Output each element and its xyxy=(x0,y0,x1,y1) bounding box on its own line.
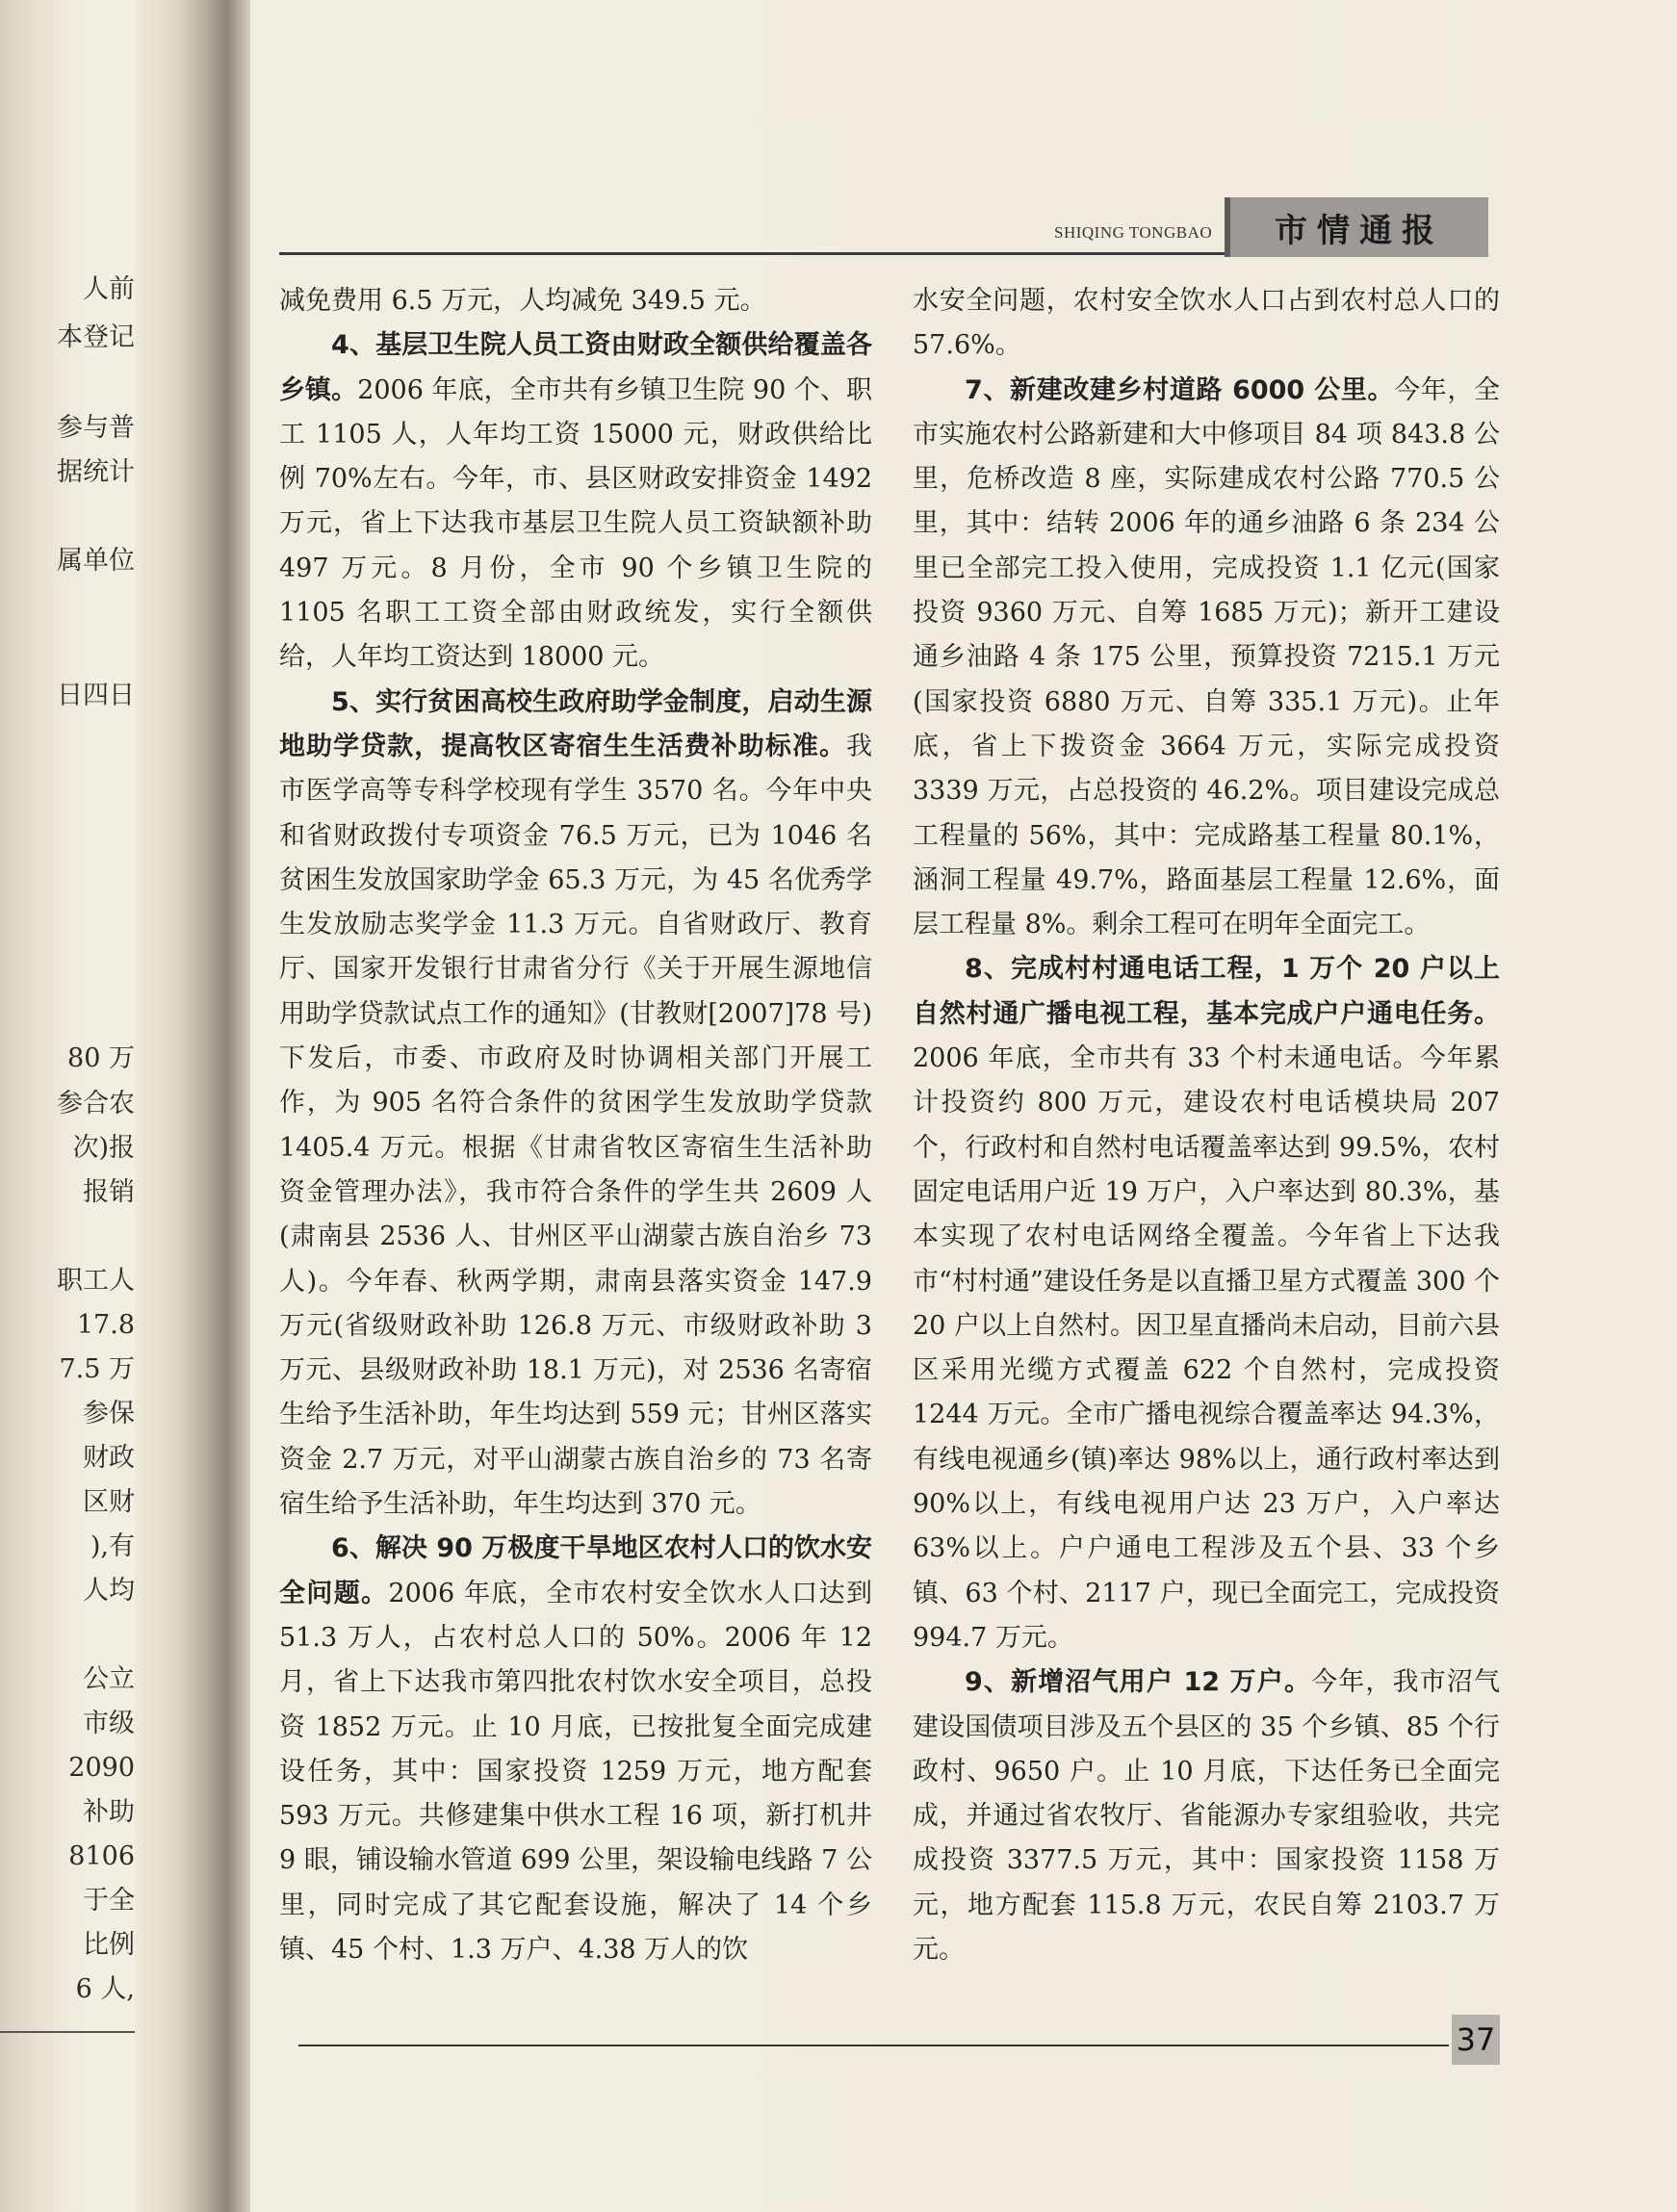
facing-fragment: 财政 xyxy=(83,1444,135,1473)
paragraph: 水安全问题，农村安全饮水人口占到农村总人口的 57.6%。 xyxy=(913,286,1500,361)
paragraph xyxy=(279,1527,872,1972)
footer-rule xyxy=(298,2045,1449,2046)
facing-fragment: 2090 xyxy=(68,1754,135,1783)
header-badge xyxy=(1225,197,1488,257)
facing-fragment: 次)报 xyxy=(72,1134,135,1163)
facing-fragment: 区财 xyxy=(83,1488,135,1517)
facing-fragment: 职工人 xyxy=(57,1267,135,1296)
section-body: 2006 年底，全市农村安全饮水人口达到 51.3 万人，占农村总人口的 50%。2006 年 12 月，省上下达我市第四批农村饮水安全项目，总投资 1852 万元。止 10 月底，已按批复全面完成建设任务，其中：国家投资 1259 万元，地方配套 593 万元。共修建集中供水工程 16 项，新打机井 9 眼，铺设输水管道 699 公里，架设输电线路 7 公里，同时完成了其它配套设施，解决了 14 个乡镇、45 个村、1.3 万户、4.38 万人的饮 xyxy=(279,1578,873,1965)
header-badge-title: 市情通报 xyxy=(1275,211,1444,250)
section-heading: 8、完成村村通电话工程，1 万个 20 户以上自然村通广播电视工程，基本完成户户通电任务。 xyxy=(913,954,1500,1029)
paragraph xyxy=(279,681,872,1528)
facing-fragment: 参保 xyxy=(83,1400,135,1428)
facing-fragment: 人均 xyxy=(83,1577,135,1606)
facing-fragment: 据统计 xyxy=(57,458,135,487)
section-body: 2006 年底，全市共有 33 个村未通电话。今年累计投资约 800 万元，建设农村电话模块局 207 个，行政村和自然村电话覆盖率达到 99.5%，农村固定电话用户近 19 万户，入户率达到 80.3%，基本实现了农村电话网络全覆盖。今年省上下达我市“村村通”建设任务是以直播卫星方式覆盖 300 个 20 户以上自然村。因卫星直播尚未启动，目前六县区采用光缆方式覆盖 622 个自然村，完成投资 1244 万元。全市广播电视综合覆盖率达 94.3%，有线电视通乡(镇)率达 98%以上，通行政村率达到 90%以上，有线电视用户达 23 万户，入户率达 63%以上。户户通电工程涉及五个县、33 个乡镇、63 个村、2117 户，现已全面完工，完成投资 994.7 万元。 xyxy=(913,1043,1500,1653)
facing-fragment: 比例 xyxy=(83,1931,135,1960)
section-heading: 4、基层卫生院人员工资由财政全额供给覆盖各乡镇。 xyxy=(279,330,872,405)
facing-fragment: 补助 xyxy=(83,1798,135,1827)
section-body: 2006 年底，全市共有乡镇卫生院 90 个、职工 1105 人，人年均工资 15000 元，财政供给比例 70%左右。今年，市、县区财政安排资金 1492 万元，省上下达我市基层卫生院人员工资缺额补助 497 万元。8 月份，全市 90 个乡镇卫生院的 1105 名职工工资全部由财政统发，实行全额供给，人年均工资达到 18000 元。 xyxy=(279,374,872,673)
facing-fragment: 80 万 xyxy=(67,1044,135,1073)
paragraph xyxy=(913,947,1500,1660)
section-body: 今年，全市实施农村公路新建和大中修项目 84 项 843.8 公里，危桥改造 8 座，实际建成农村公路 770.5 公里，其中：结转 2006 年的通乡油路 6 条 234 公里已全部完工投入使用，完成投资 1.1 亿元(国家投资 9360 万元、自筹 1685 万元)；新开工建设通乡油路 4 条 175 公里，预算投资 7215.1 万元(国家投资 6880 万元、自筹 335.1 万元)。止年底，省上下拨资金 3664 万元，实际完成投资 3339 万元，占总投资的 46.2%。项目建设完成总工程量的 56%，其中：完成路基工程量 80.1%，涵洞工程量 49.7%，路面基层工程量 12.6%，面层工程量 8%。剩余工程可在明年全面完工。 xyxy=(913,374,1501,940)
book-gutter xyxy=(135,0,250,2212)
section-heading: 9、新增沼气用户 12 万户。 xyxy=(965,1667,1312,1698)
section-heading: 7、新建改建乡村道路 6000 公里。 xyxy=(965,374,1395,405)
section-body: 我市医学高等专科学校现有学生 3570 名。今年中央和省财政拨付专项资金 76.5 万元，已为 1046 名贫困生发放国家助学金 65.3 万元，为 45 名优秀学生发放励志奖学金 11.3 万元。自省财政厅、教育厅、国家开发银行甘肃省分行《关于开展生源地信用助学贷款试点工作的通知》(甘教财[2007]78 号)下发后，市委、市政府及时协调相关部门开展工作，为 905 名符合条件的贫困学生发放助学贷款 1405.4 万元。根据《甘肃省牧区寄宿生生活补助资金管理办法》，我市符合条件的学生共 2609 人(肃南县 2536 人、甘州区平山湖蒙古族自治乡 73 人)。今年春、秋两学期，肃南县落实资金 147.9 万元(省级财政补助 126.8 万元、市级财政补助 3 万元、县级财政补助 18.1 万元)，对 2536 名寄宿生给予生活补助，年生均达到 559 元；甘州区落实资金 2.7 万元，对平山湖蒙古族自治乡的 73 名寄宿生给予生活补助，年生均达到 370 元。 xyxy=(279,731,872,1520)
facing-page-fragments xyxy=(0,270,144,2021)
facing-fragment: 参合农 xyxy=(57,1090,135,1119)
left-column xyxy=(279,279,872,1972)
paragraph xyxy=(913,369,1500,948)
right-column xyxy=(913,279,1500,1972)
facing-fragment: 6 人, xyxy=(75,1975,135,2004)
facing-fragment: 人前 xyxy=(83,275,135,304)
paragraph: 减免费用 6.5 万元，人均减免 349.5 元。 xyxy=(279,286,766,316)
section-heading: 5、实行贫困高校生政府助学金制度，启动生源地助学贷款，提高牧区寄宿生生活费补助标准。 xyxy=(279,686,872,761)
paragraph xyxy=(279,323,872,680)
facing-fragment: 报销 xyxy=(83,1178,135,1207)
facing-page-rule xyxy=(0,2031,135,2033)
facing-fragment: 17.8 xyxy=(76,1311,135,1340)
header-latin-title: SHIQING TONGBAO xyxy=(1054,223,1213,242)
facing-fragment: 8106 xyxy=(68,1842,135,1871)
facing-fragment: 于全 xyxy=(83,1887,135,1916)
header-rule xyxy=(279,252,1225,255)
section-heading: 6、解决 90 万极度干旱地区农村人口的饮水安全问题。 xyxy=(279,1533,872,1608)
facing-fragment: 参与普 xyxy=(57,414,135,443)
paragraph xyxy=(913,1660,1500,1972)
section-body: 今年，我市沼气建设国债项目涉及五个县区的 35 个乡镇、85 个行政村、9650 户。止 10 月底，下达任务已全面完成，并通过省农牧厅、省能源办专家组验收，共完成投资 3377.5 万元，其中：国家投资 1158 万元，地方配套 115.8 万元，农民自筹 2103.7 万元。 xyxy=(913,1667,1501,1965)
facing-fragment: 公立 xyxy=(83,1665,135,1694)
facing-fragment: 日四日 xyxy=(57,682,135,710)
facing-fragment: 市级 xyxy=(83,1710,135,1738)
facing-fragment: 7.5 万 xyxy=(59,1355,135,1384)
page-number: 37 xyxy=(1452,2015,1500,2065)
facing-fragment: 属单位 xyxy=(57,547,135,576)
facing-fragment: ),有 xyxy=(90,1532,135,1561)
facing-fragment: 本登记 xyxy=(57,323,135,352)
